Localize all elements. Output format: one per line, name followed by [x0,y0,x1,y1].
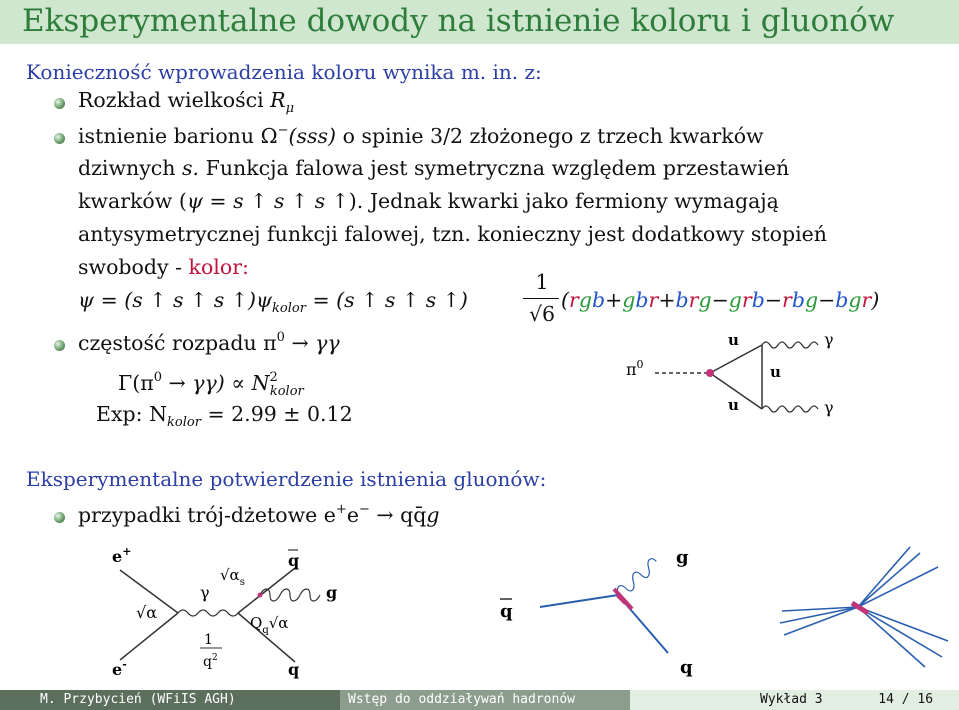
footer-course: Wstęp do oddziaływań hadronów [340,690,630,710]
gamma-label-bottom: γ [824,398,834,417]
q-jet-label: q [680,657,693,678]
footer-page-number: 14 / 16 [878,692,934,707]
color-term: r [861,288,872,312]
feynman-diagram-qqg [100,540,360,685]
color-term: g [848,288,862,312]
three-jet-sketch [490,545,740,685]
sqrt-alpha-s: $√\alpha_s$ [220,566,245,588]
exp-prefix: Exp: N [96,402,168,426]
omega-prefix: istnienie barionu Ω [78,124,278,148]
jet-event-display [770,545,955,685]
exp-formula [96,402,353,430]
pi0-rate-text: częstość rozpadu π [78,331,277,355]
color-term: g [578,288,592,312]
section-heading-color: Konieczność wprowadzenia koloru wynika m. in. z: [26,60,542,84]
bullet-icon [54,512,65,523]
color-term: r [688,288,699,312]
item-r-mu [78,88,294,116]
photon-line-top [762,342,818,348]
r-symbol: R [270,88,286,112]
color-term: b [835,288,849,312]
color-term: g [804,288,819,312]
item-text: Rozkład wielkości [78,88,264,112]
line3b: ). Jednak kwarki jako fermiony wymagają [348,189,779,213]
pi0-decay-diagram [620,325,850,425]
exp-sub: kolor [167,415,201,430]
qbar-label: q [288,551,300,570]
propagator-den: $q^2$ [203,653,218,670]
color-term: r [569,288,579,312]
vertex-dot [706,369,714,377]
formula-lhs: ψ = (s ↑ s ↑ s ↑)ψ [78,288,273,312]
item-omega-line3 [78,189,779,213]
color-term: b [751,288,765,312]
color-term: − [764,288,782,312]
u-label-mid: u [770,363,781,381]
eminus-sup: − [358,502,370,517]
color-term: b [635,288,649,312]
jet-tracks [780,547,948,667]
line3a: kwarków ( [78,189,187,213]
exp-value: = 2.99 ± 0.12 [200,402,353,426]
item-omega-line4: antysymetrycznej funkcji falowej, tzn. konieczny jest dodatkowy stopień [78,222,827,246]
color-term: − [711,288,729,312]
gamma-lhs: Γ(π [118,371,154,395]
bullet-icon [54,133,65,144]
frac-denominator: √6 [528,302,556,326]
eplus-label: e+ [112,545,132,566]
color-terms: (rgb+gbr+brg−grb−rbg−bgr) [561,288,880,312]
r-subscript: μ [285,101,295,116]
u-label-bottom: u [728,396,739,414]
gamma-sup2: 2 [269,370,278,385]
qbar-jet-line [540,595,618,607]
section-heading-gluon: Eksperymentalne potwierdzenie istnienia gluonów: [26,467,547,491]
pi0-sup: 0 [276,330,285,345]
vertex-dot [258,593,263,598]
gamma-formula [118,370,304,399]
eplus-sup: + [335,502,347,517]
gamma-propagator-label: γ [200,583,210,602]
frac-bar [523,298,559,299]
color-terms-list [569,288,871,312]
footer-bar [0,690,959,710]
photon-propagator [178,610,238,616]
u-label-top: u [728,331,739,349]
pi0-arrow: → γγ [291,331,340,355]
gamma-sub: kolor [269,384,304,399]
item-omega-line1 [78,123,764,148]
photon-line-bottom [762,406,818,412]
gamma-mid: → γγ) ∝ N [161,371,270,395]
quark-line-top [710,345,762,373]
color-term: + [658,288,676,312]
wavefunction-formula [78,288,468,316]
line2s: s. [182,156,200,180]
gluon-label: g [326,583,338,602]
sqrt-alpha-left: √α [136,603,157,622]
psi-spin: ψ = s ↑ s ↑ s ↑ [186,189,349,213]
line2a: dziwnych [78,156,176,180]
color-term: + [605,288,623,312]
line2b: Funkcja falowa jest symetryczna względem przestawień [205,156,790,180]
item-omega-line2 [78,156,789,180]
item-pi0-rate [78,330,340,355]
color-term: b [675,288,689,312]
qbar-jet-label: q [500,601,513,622]
color-term: g [698,288,712,312]
color-term: g [622,288,636,312]
color-term: g [728,288,742,312]
slide-title: Eksperymentalne dowody na istnienie koloru i gluonów [22,3,895,39]
color-term: b [591,288,606,312]
item-three-jet [78,502,439,527]
q-label: q [288,660,300,679]
omega-sup: − [277,123,289,138]
line5a: swobody - [78,255,189,279]
color-term: r [741,288,752,312]
eminus-text: e [346,503,359,527]
formula-lhs-sub: kolor [272,301,306,316]
gamma-sup: 0 [153,370,162,385]
sss-text: (sss) [288,124,337,148]
omega-rest: o spinie 3/2 złożonego z trzech kwarków [342,124,764,148]
footer-author: M. Przybycień (WFiIS AGH) [0,690,340,710]
item-omega-line5 [78,255,249,279]
color-term: r [782,288,792,312]
gamma-label-top: γ [824,330,834,349]
formula-mid: = (s ↑ s ↑ s ↑) [305,288,468,312]
footer-lecture [630,690,959,710]
propagator-num: 1 [204,632,213,648]
jet-vertex-2 [614,589,632,609]
three-jet-arrow: → qq̄ [369,503,427,527]
color-term: b [791,288,805,312]
eminus-label: e- [112,658,127,679]
three-jet-g: g [426,503,440,527]
color-term: − [818,288,836,312]
frac-numerator: 1 [535,270,549,294]
footer-lecture-label: Wykład 3 [760,692,823,707]
bullet-icon [54,340,65,351]
kolor-word: kolor: [188,255,249,279]
qbar-line [238,568,295,613]
bullet-icon [54,98,65,109]
three-jet-text: przypadki trój-dżetowe e [78,503,336,527]
gluon-line [260,589,320,601]
gluon-jet-label: g [676,547,689,568]
color-term: r [648,288,659,312]
pi0-label: $\pi^0$ [626,358,644,379]
qq-coupling: $Q_q√\alpha$ [250,614,289,636]
